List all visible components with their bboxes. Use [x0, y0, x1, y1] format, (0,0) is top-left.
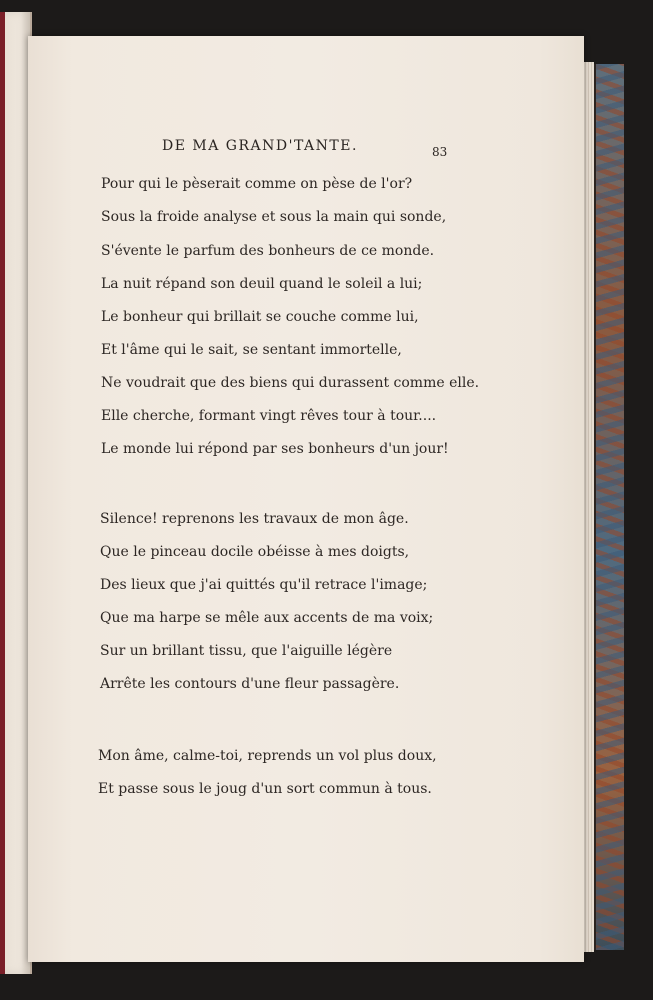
verse-line: Silence! reprenons les travaux de mon âge. — [100, 511, 409, 527]
verse-line: Et l'âme qui le sait, se sentant immortelle, — [101, 342, 402, 358]
verse-line: S'évente le parfum des bonheurs de ce monde. — [101, 243, 435, 259]
verse-line: Que le pinceau docile obéisse à mes doigts, — [100, 544, 410, 560]
verse-line: Arrête les contours d'une fleur passagère. — [100, 676, 400, 692]
verse-line: Et passe sous le joug d'un sort commun à tous. — [98, 781, 432, 797]
verse-line: Mon âme, calme-toi, reprends un vol plus doux, — [98, 748, 437, 764]
verse-line: Que ma harpe se mêle aux accents de ma voix; — [100, 610, 434, 626]
binding-edge — [0, 12, 5, 974]
book-page — [28, 36, 584, 962]
verse-line: Des lieux que j'ai quittés qu'il retrace l'image; — [100, 577, 428, 593]
verse-line: Sous la froide analyse et sous la main qui sonde, — [101, 209, 447, 225]
verse-line: Ne voudrait que des biens qui durassent comme elle. — [101, 375, 480, 391]
verse-line: La nuit répand son deuil quand le soleil a lui; — [101, 276, 423, 292]
verse-line: Le monde lui répond par ses bonheurs d'un jour! — [101, 441, 449, 457]
verse-line: Sur un brillant tissu, que l'aiguille légère — [100, 643, 393, 659]
page-number: 83 — [432, 145, 448, 159]
verse-line: Le bonheur qui brillait se couche comme lui, — [101, 309, 419, 325]
marbled-fore-edge — [594, 64, 624, 950]
verse-line: Pour qui le pèserait comme on pèse de l'or? — [101, 176, 413, 192]
running-title: DE MA GRAND'TANTE. — [162, 138, 358, 154]
verse-line: Elle cherche, formant vingt rêves tour à tour.... — [101, 408, 437, 424]
